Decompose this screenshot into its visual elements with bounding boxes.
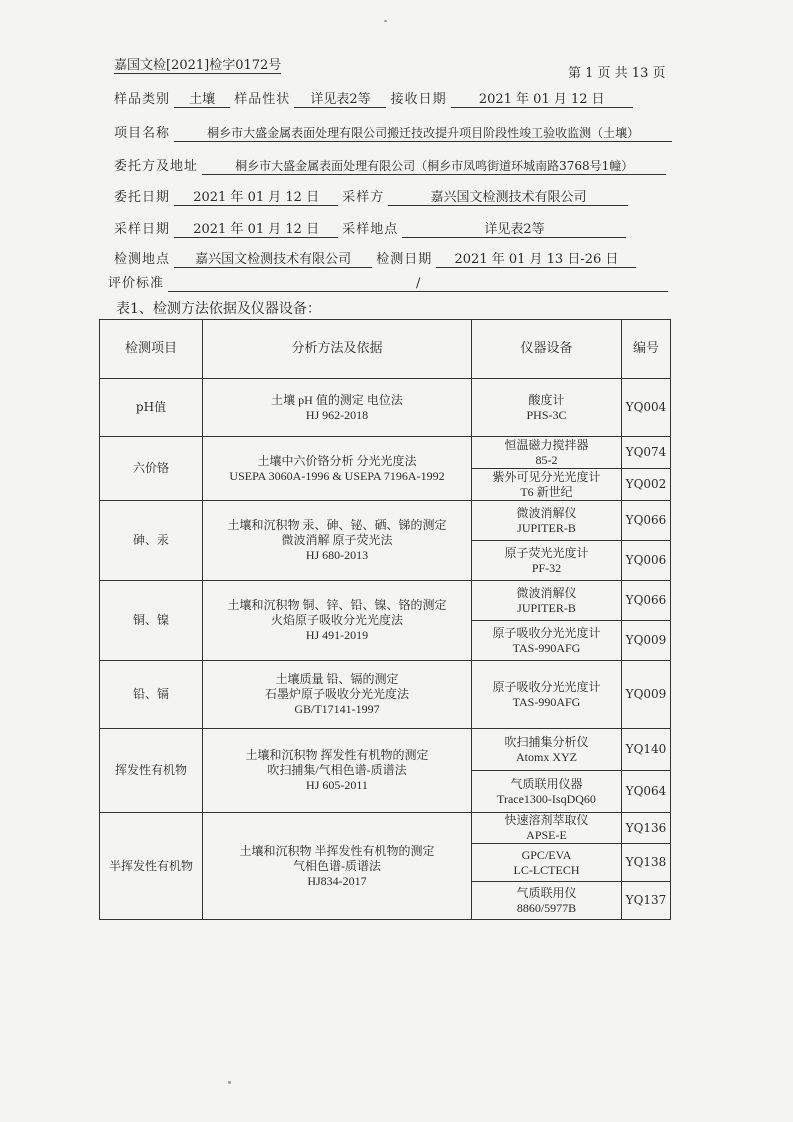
project-label: 项目名称 [114,126,171,141]
standard-value: / [168,276,668,292]
receive-date-label: 接收日期 [390,92,447,107]
sampling-date-value: 2021 年 01 月 12 日 [174,218,338,238]
instrument-cell [472,379,622,437]
method-line: USEPA 3060A-1996 & USEPA 7196A-1992 [229,468,445,483]
instrument-id-cell: YQ066 [622,581,671,621]
instrument-cell [472,882,622,920]
instrument-name: 原子荧光光度计 [504,545,589,560]
instrument-model: 85-2 [535,452,558,467]
sample-type-label: 样品类别 [114,92,171,107]
table-row [100,729,671,771]
method-cell [203,437,472,501]
sample-state-label: 样品性状 [234,92,291,107]
commission-row [114,186,628,206]
test-item-cell: 半挥发性有机物 [100,813,203,920]
method-line: 土壤质量 铅、镉的测定 [275,672,399,686]
instrument-id-cell: YQ004 [622,379,671,437]
instrument-cell [472,813,622,844]
method-line: 土壤和沉积物 挥发性有机物的测定 [245,748,429,762]
method-cell [203,581,472,661]
instrument-model: TAS-990AFG [512,640,581,655]
header-instrument: 仪器设备 [472,320,622,379]
test-item-cell: 挥发性有机物 [100,729,203,813]
instrument-model: T6 新世纪 [520,484,573,499]
project-value: 桐乡市大盛金属表面处理有限公司搬迁技改提升项目阶段性竣工验收监测（土壤） [174,124,672,142]
scan-speck [228,1081,231,1084]
instrument-name: 酸度计 [528,392,565,407]
test-site-label: 检测地点 [114,252,171,267]
method-line: 吹扫捕集/气相色谱-质谱法 [267,763,407,777]
table-row [100,813,671,844]
sampler-label: 采样方 [342,190,385,205]
method-line: 火焰原子吸收分光光度法 [270,613,403,627]
instrument-name: 原子吸收分光光度计 [492,625,601,640]
instrument-cell [472,661,622,729]
sampler-value: 嘉兴国文检测技术有限公司 [388,186,628,206]
sampling-site-value: 详见表2等 [402,218,626,238]
instrument-cell [472,581,622,621]
instrument-model: Atomx XYZ [516,749,577,764]
commission-date-label: 委托日期 [114,190,171,205]
client-value: 桐乡市大盛金属表面处理有限公司（桐乡市凤鸣街道环城南路3768号1幢） [202,157,666,175]
test-item-cell: 铅、镉 [100,661,203,729]
project-row [114,122,672,142]
test-item-cell: 铜、镍 [100,581,203,661]
method-line: 土壤和沉积物 汞、砷、铋、硒、锑的测定 [227,518,447,532]
header-item: 检测项目 [100,320,203,379]
instrument-id-cell: YQ066 [622,501,671,541]
instrument-id-cell: YQ136 [622,813,671,844]
method-line: 微波消解 原子荧光法 [281,533,393,547]
instrument-name: 微波消解仪 [516,505,577,520]
sampling-site-label: 采样地点 [342,222,399,237]
instrument-id-cell: YQ002 [622,469,671,501]
table-row [100,437,671,469]
instrument-name: 恒温磁力搅拌器 [504,437,589,452]
method-cell [203,501,472,581]
receive-date-value: 2021 年 01 月 12 日 [451,88,633,108]
test-site-value: 嘉兴国文检测技术有限公司 [174,248,372,268]
client-label: 委托方及地址 [114,159,199,174]
methods-table [99,319,671,920]
instrument-cell [472,437,622,469]
method-line: 土壤和沉积物 铜、锌、铅、镍、铬的测定 [227,598,447,612]
method-line: HJ 962-2018 [305,407,369,422]
test-row [114,248,636,268]
test-date-label: 检测日期 [376,252,433,267]
method-cell [203,379,472,437]
instrument-id-cell: YQ009 [622,621,671,661]
header-id: 编号 [622,320,671,379]
instrument-model: APSE-E [526,828,567,842]
test-date-value: 2021 年 01 月 13 日-26 日 [436,248,636,268]
instrument-name: 原子吸收分光光度计 [492,679,601,694]
instrument-model: JUPITER-B [517,600,576,615]
method-line: HJ 680-2013 [305,548,369,562]
instrument-cell [472,541,622,581]
sample-type-value: 土壤 [174,88,230,108]
instrument-name: 气质联用仪器 [510,776,583,791]
instrument-name: 吹扫捕集分析仪 [504,734,589,749]
standard-row [108,272,668,292]
method-line: 气相色谱-质谱法 [293,858,381,873]
instrument-cell [472,771,622,813]
table-row [100,379,671,437]
method-line: 土壤中六价铬分析 分光光度法 [257,453,417,468]
instrument-model: 8860/5977B [516,900,577,915]
instrument-name: 气质联用仪 [516,885,577,900]
sampling-row [114,218,626,238]
standard-label: 评价标准 [108,276,165,291]
method-cell [203,661,472,729]
instrument-id-cell: YQ009 [622,661,671,729]
table-header-row [100,320,671,379]
method-line: 石墨炉原子吸收分光光度法 [264,687,409,701]
test-item-cell: 砷、汞 [100,501,203,581]
instrument-cell [472,621,622,661]
method-line: HJ 605-2011 [306,778,368,792]
instrument-model: JUPITER-B [517,520,576,535]
sample-state-value: 详见表2等 [294,88,386,108]
table-row [100,661,671,729]
method-cell [203,729,472,813]
instrument-cell [472,501,622,541]
sample-info-row [114,88,633,108]
commission-date-value: 2021 年 01 月 12 日 [174,186,338,206]
instrument-model: LC-LCTECH [513,862,580,877]
instrument-cell [472,844,622,882]
instrument-name: 微波消解仪 [516,585,577,600]
sampling-date-label: 采样日期 [114,222,171,237]
method-line: HJ 491-2019 [305,628,369,642]
method-line: 土壤 pH 值的测定 电位法 [271,392,403,407]
scan-speck [384,20,387,22]
instrument-model: PF-32 [531,560,562,575]
method-line: 土壤和沉积物 半挥发性有机物的测定 [239,843,435,858]
instrument-id-cell: YQ064 [622,771,671,813]
instrument-cell [472,729,622,771]
instrument-id-cell: YQ138 [622,844,671,882]
instrument-cell [472,469,622,501]
instrument-id-cell: YQ140 [622,729,671,771]
test-item-cell: pH值 [100,379,203,437]
method-cell [203,813,472,920]
instrument-name: 快速溶剂萃取仪 [504,813,589,827]
table-body [100,379,671,920]
instrument-name: GPC/EVA [521,847,572,862]
table-row [100,581,671,621]
instrument-id-cell: YQ137 [622,882,671,920]
method-line: HJ834-2017 [307,873,367,888]
client-row [114,155,666,175]
method-line: GB/T17141-1997 [294,702,380,716]
instrument-name: 紫外可见分光光度计 [492,469,601,484]
instrument-id-cell: YQ074 [622,437,671,469]
document-number: 嘉国文检[2021]检字0172号 [114,58,282,73]
instrument-id-cell: YQ006 [622,541,671,581]
header-method: 分析方法及依据 [203,320,472,379]
instrument-model: Trace1300-IsqDQ60 [497,791,596,806]
table-row [100,501,671,541]
instrument-model: PHS-3C [526,407,567,422]
page-info: 第 1 页 共 13 页 [568,66,666,81]
instrument-model: TAS-990AFG [512,694,581,709]
test-item-cell: 六价铬 [100,437,203,501]
table-caption: 表1、检测方法依据及仪器设备： [116,301,321,317]
